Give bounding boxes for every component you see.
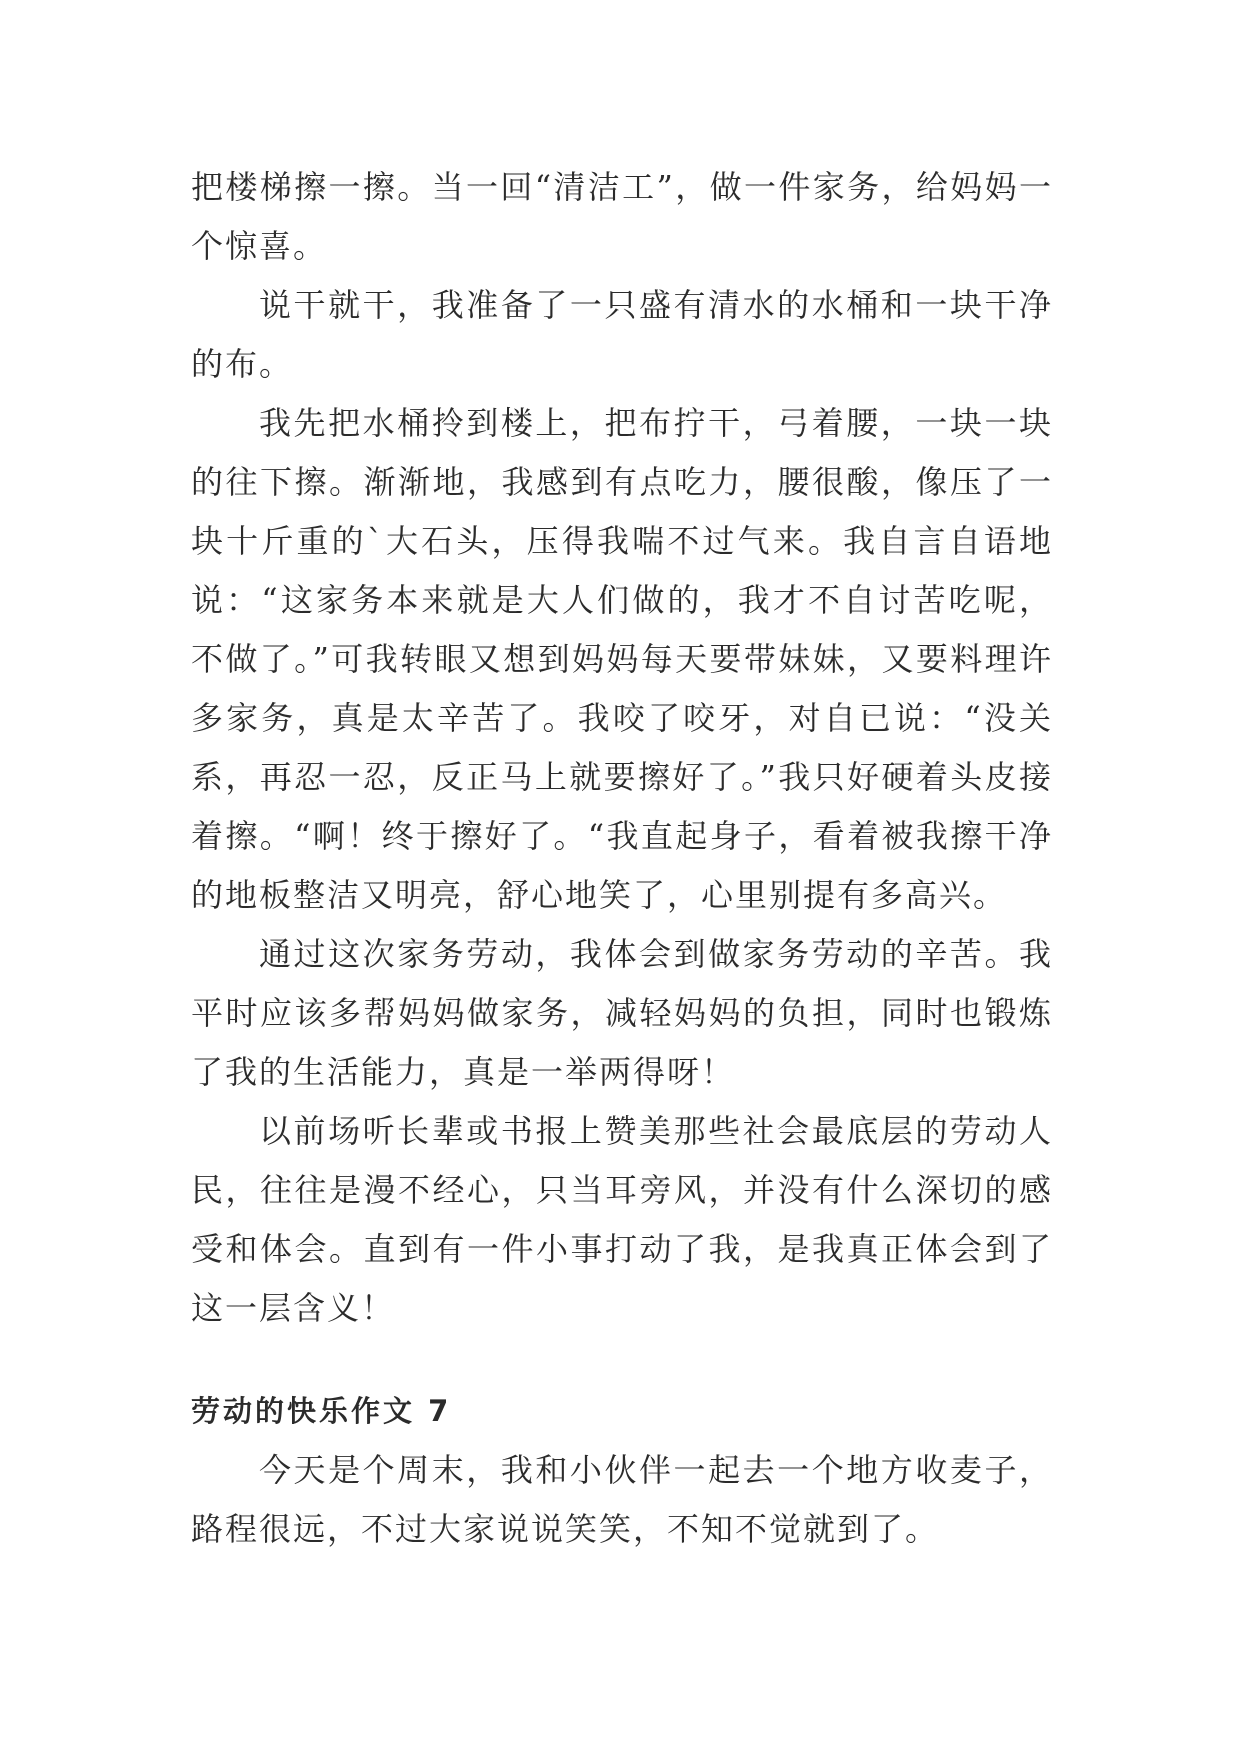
- document-body: [191, 158, 1053, 1559]
- paragraph-5: 以前场听长辈或书报上赞美那些社会最底层的劳动人民，往往是漫不经心，只当耳旁风，并没有什么深切的感受和体会。直到有一件小事打动了我，是我真正体会到了这一层含义！: [191, 1112, 1053, 1327]
- section-heading: 劳动的快乐作文 7: [191, 1394, 452, 1428]
- paragraph-1: 把楼梯擦一擦。当一回“清洁工”，做一件家务，给妈妈一个惊喜。: [191, 168, 1053, 265]
- paragraph-4: 通过这次家务劳动，我体会到做家务劳动的辛苦。我平时应该多帮妈妈做家务，减轻妈妈的负担，同时也锻炼了我的生活能力，真是一举两得呀！: [191, 935, 1053, 1091]
- paragraph-2: 说干就干，我准备了一只盛有清水的水桶和一块干净的布。: [191, 286, 1053, 383]
- paragraph-3: 我先把水桶拎到楼上，把布拧干，弓着腰，一块一块的往下擦。渐渐地，我感到有点吃力，腰很酸，像压了一块十斤重的`大石头，压得我喘不过气来。我自言自语地说：“这家务本来就是大人们做的，我才不自讨苦吃呢，不做了。”可我转眼又想到妈妈每天要带妹妹，又要料理许多家务，真是太辛苦了。我咬了咬牙，对自已说：“没关系，再忍一忍，反正马上就要擦好了。”我只好硬着头皮接着擦。“啊！终于擦好了。“我直起身子，看着被我擦干净的地板整洁又明亮，舒心地笑了，心里别提有多高兴。: [191, 404, 1053, 914]
- paragraph-6: 今天是个周末，我和小伙伴一起去一个地方收麦子，路程很远，不过大家说说笑笑，不知不觉就到了。: [191, 1451, 1053, 1548]
